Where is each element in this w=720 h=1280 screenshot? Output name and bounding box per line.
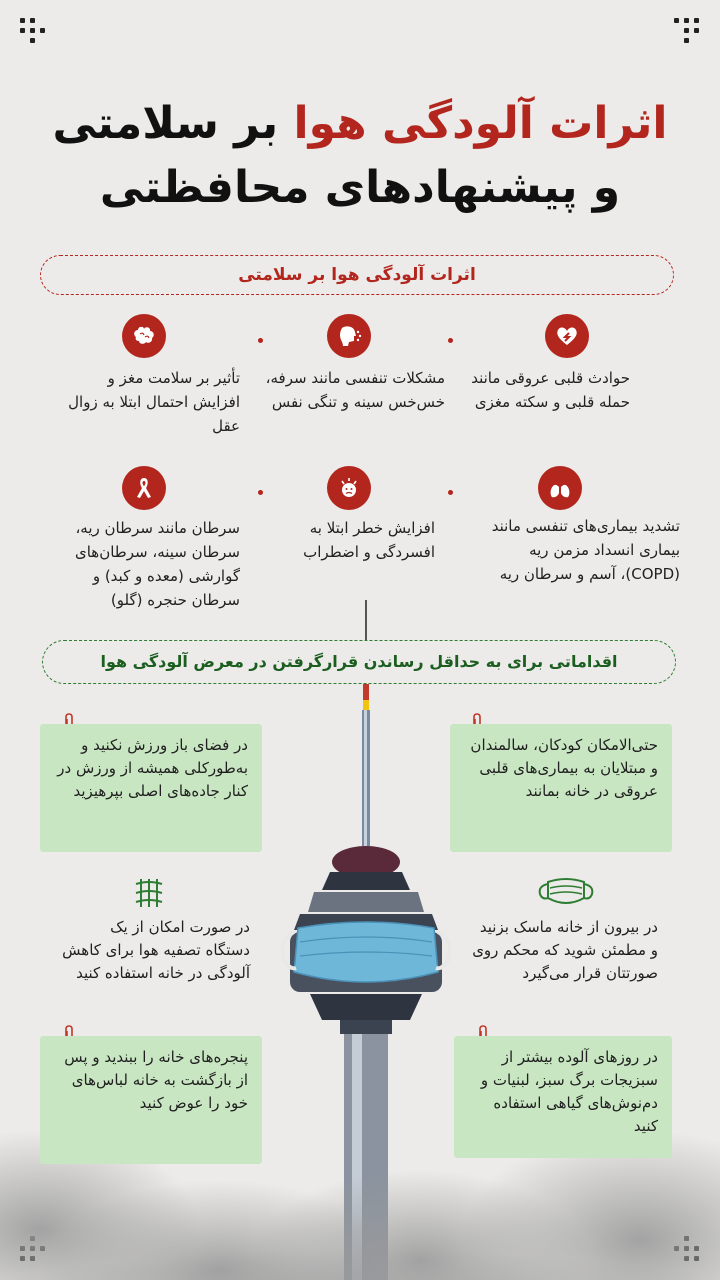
actions-heading: اقداماتی برای به حداقل رساندن قرارگرفتن در معرض آلودگی هوا [42,640,676,684]
bullet [448,490,453,495]
tip-card: در بیرون از خانه ماسک بزنید و مطمئن شوید که محکم روی صورتتان قرار می‌گیرد [472,918,658,982]
title-highlight: اثرات آلودگی هوا [293,98,668,149]
title-line-1 [0,92,720,156]
effect-text: تشدید بیماری‌های تنفسی مانند بیماری انسداد مزمن ریه (COPD)، آسم و سرطان ریه [491,517,680,583]
tip-card: در روزهای آلوده بیشتر از سبزیجات برگ سبز، لبنیات و دم‌نوش‌های گیاهی استفاده کنید [454,1036,672,1158]
bullet [258,338,263,343]
corner-ornament-top-right [674,18,700,44]
title-line-2: و پیشنهادهای محافظتی [99,162,621,213]
cough-icon [327,314,371,358]
mask-icon [536,874,596,910]
tip-card: در صورت امکان از یک دستگاه تصفیه هوا برای کاهش آلودگی در خانه استفاده کنید [62,918,250,982]
air-purifier-icon [132,876,166,910]
lungs-icon [538,466,582,510]
page-title [0,92,720,220]
title-rest: بر سلامتی [52,98,279,149]
heart-icon [545,314,589,358]
effect-text: مشکلات تنفسی مانند سرفه، خس‌خس سینه و تنگی نفس [265,369,445,411]
effect-text: افزایش خطر ابتلا به افسردگی و اضطراب [303,519,435,561]
tip-card: حتی‌الامکان کودکان، سالمندان و مبتلایان به بیماری‌های قلبی عروقی در خانه بمانند [450,724,672,852]
tip-card: پنجره‌های خانه را ببندید و پس از بازگشت به خانه لباس‌های خود را عوض کنید [40,1036,262,1164]
bullet [448,338,453,343]
effects-heading: اثرات آلودگی هوا بر سلامتی [40,255,674,295]
brain-icon [122,314,166,358]
effect-text: تأثیر بر سلامت مغز و افزایش احتمال ابتلا به زوال عقل [68,369,240,435]
tip-card: در فضای باز ورزش نکنید و به‌طورکلی همیشه از ورزش در کنار جاده‌های اصلی بپرهیزید [40,724,262,852]
cancer-ribbon-icon [122,466,166,510]
effect-text: سرطان مانند سرطان ریه، سرطان سینه، سرطان‌های گوارشی (معده و کبد) و سرطان حنجره (گلو) [75,519,240,609]
stress-icon [327,466,371,510]
bullet [258,490,263,495]
effect-text: حوادث قلبی عروقی مانند حمله قلبی و سکته مغزی [471,369,630,411]
corner-ornament-top-left [20,18,46,44]
